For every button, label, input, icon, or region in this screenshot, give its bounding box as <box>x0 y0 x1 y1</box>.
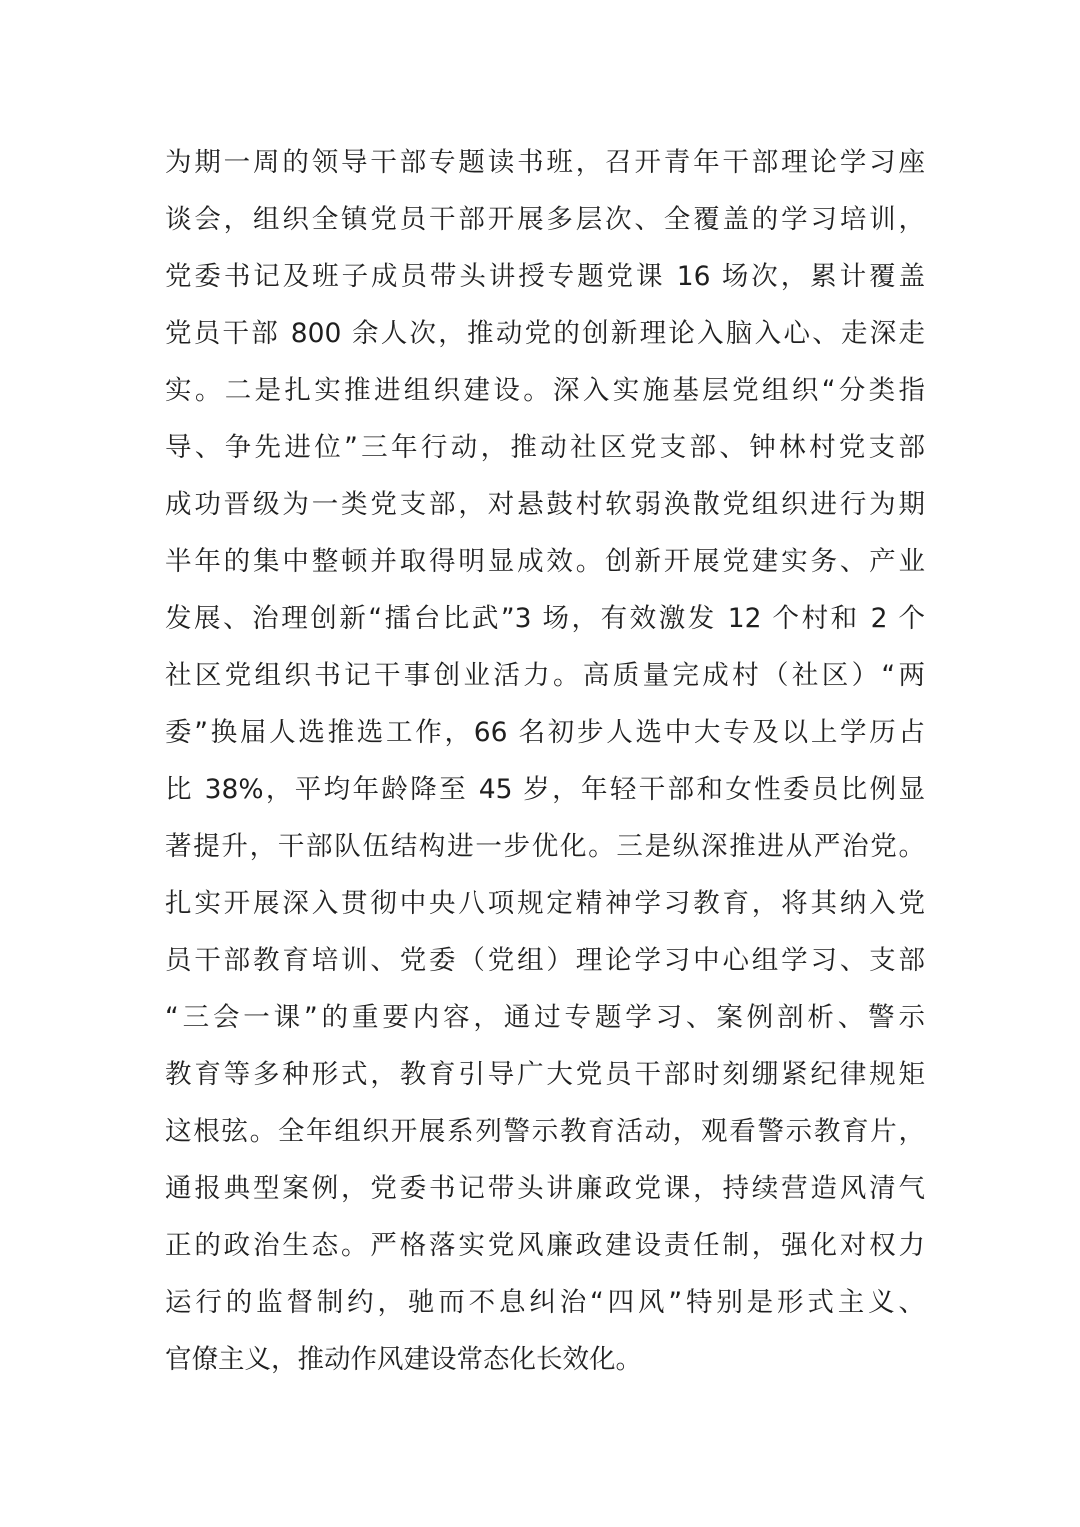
text-line: 比 38%，平均年龄降至 45 岁，年轻干部和女性委员比例显 <box>165 774 925 805</box>
text-line: 运行的监督制约，驰而不息纠治“四风”特别是形式主义、 <box>165 1287 925 1318</box>
text-line: 教育等多种形式，教育引导广大党员干部时刻绷紧纪律规矩 <box>165 1059 925 1090</box>
text-line: 党员干部 800 余人次，推动党的创新理论入脑入心、走深走 <box>165 318 925 349</box>
text-line: “三会一课”的重要内容，通过专题学习、案例剖析、警示 <box>165 1002 925 1033</box>
text-line: 为期一周的领导干部专题读书班，召开青年干部理论学习座 <box>165 147 925 178</box>
text-line: 导、争先进位”三年行动，推动社区党支部、钟林村党支部 <box>165 432 925 463</box>
text-line: 员干部教育培训、党委（党组）理论学习中心组学习、支部 <box>165 945 925 976</box>
text-line: 正的政治生态。严格落实党风廉政建设责任制，强化对权力 <box>165 1230 925 1261</box>
text-line: 委”换届人选推选工作，66 名初步人选中大专及以上学历占 <box>165 717 925 748</box>
text-line: 成功晋级为一类党支部，对悬鼓村软弱涣散党组织进行为期 <box>165 489 925 520</box>
text-line: 官僚主义，推动作风建设常态化长效化。 <box>165 1344 642 1375</box>
text-line: 发展、治理创新“擂台比武”3 场，有效激发 12 个村和 2 个 <box>165 603 925 634</box>
text-line: 这根弦。全年组织开展系列警示教育活动，观看警示教育片， <box>165 1116 925 1147</box>
text-line: 实。二是扎实推进组织建设。深入实施基层党组织“分类指 <box>165 375 925 406</box>
text-line: 社区党组织书记干事创业活力。高质量完成村（社区）“两 <box>165 660 925 691</box>
body-paragraph <box>165 134 925 1388</box>
text-line: 通报典型案例，党委书记带头讲廉政党课，持续营造风清气 <box>165 1173 925 1204</box>
text-line: 扎实开展深入贯彻中央八项规定精神学习教育，将其纳入党 <box>165 888 925 919</box>
text-line: 著提升，干部队伍结构进一步优化。三是纵深推进从严治党。 <box>165 831 925 862</box>
text-line: 半年的集中整顿并取得明显成效。创新开展党建实务、产业 <box>165 546 925 577</box>
text-line: 谈会，组织全镇党员干部开展多层次、全覆盖的学习培训， <box>165 204 925 235</box>
text-line: 党委书记及班子成员带头讲授专题党课 16 场次，累计覆盖 <box>165 261 925 292</box>
